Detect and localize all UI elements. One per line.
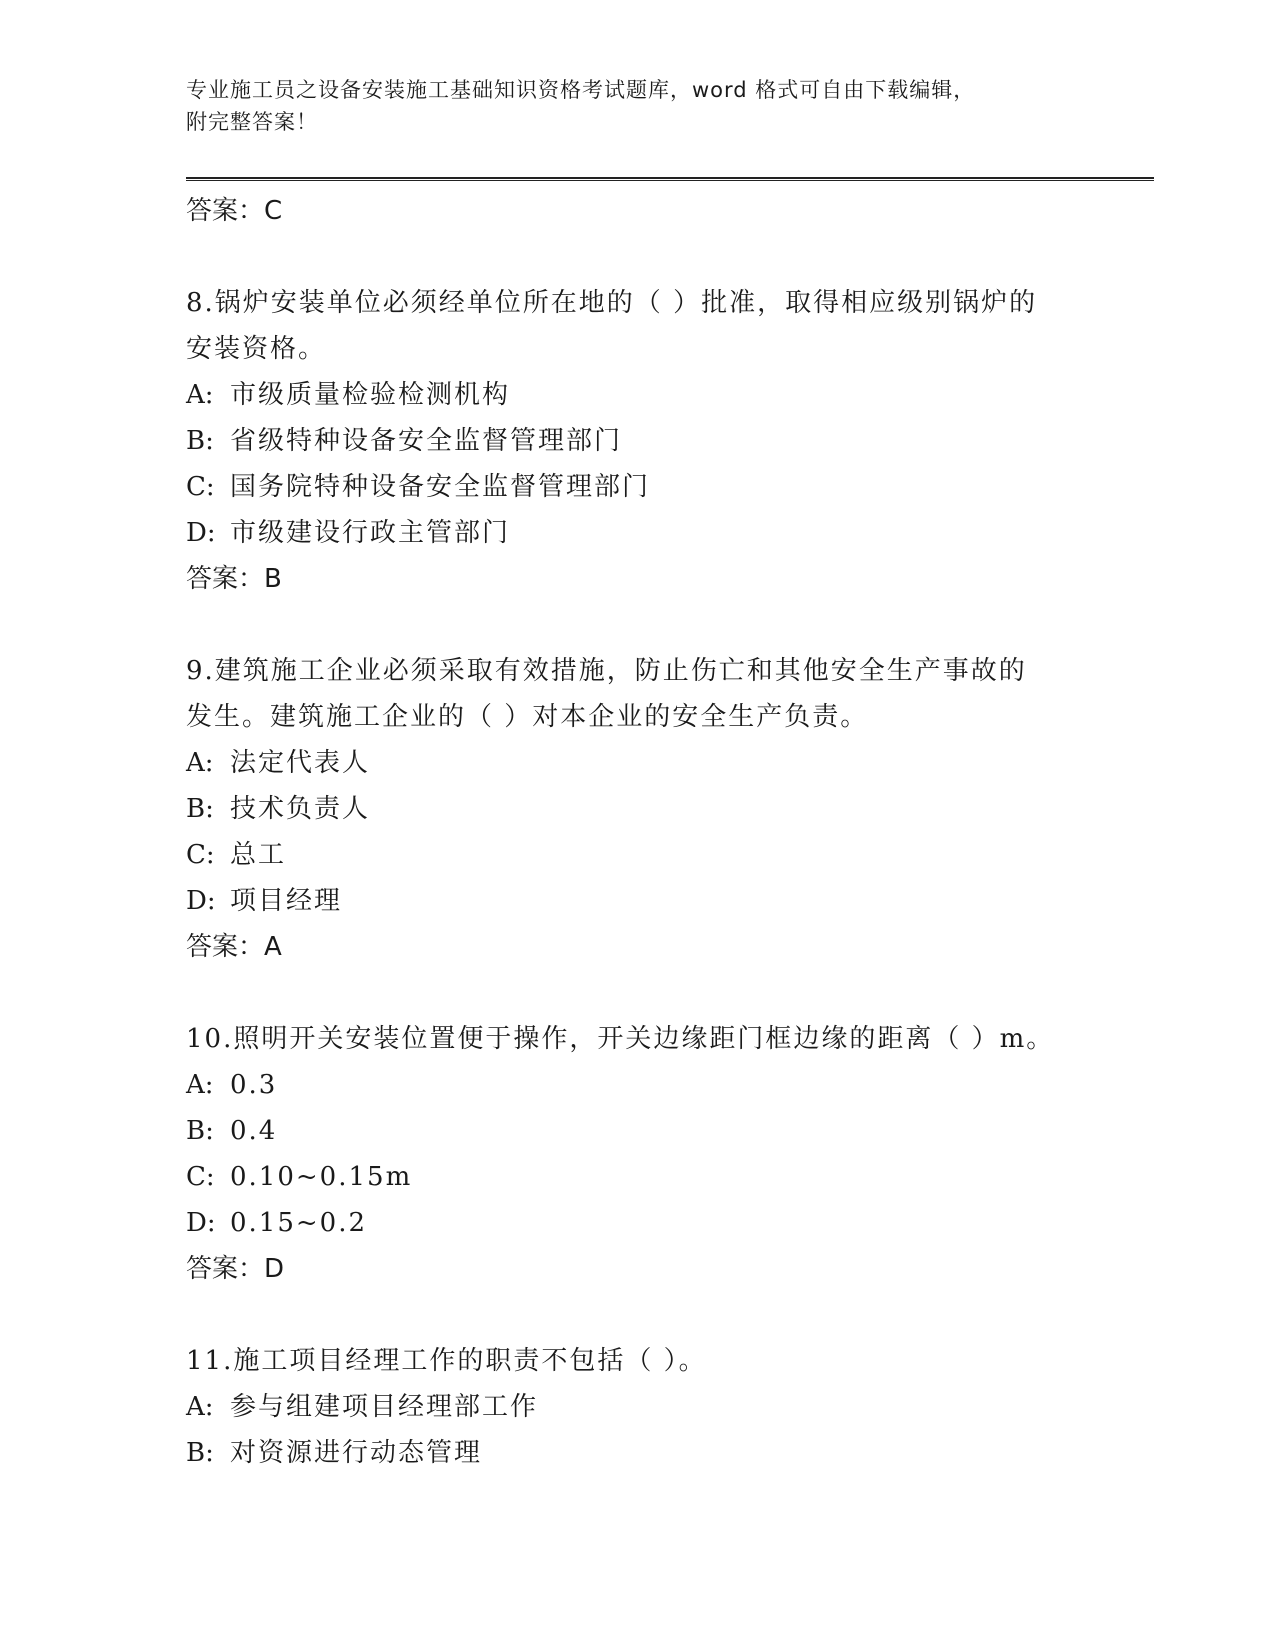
option-d (186, 510, 1146, 556)
option-key: D: (186, 1208, 216, 1238)
option-text: 国务院特种设备安全监督管理部门 (230, 472, 651, 502)
option-a (186, 372, 1146, 418)
option-a (186, 1384, 1146, 1430)
header-divider (186, 177, 1154, 181)
option-text: 技术负责人 (230, 794, 371, 824)
option-key: C: (186, 840, 215, 870)
question-9 (186, 648, 1146, 970)
spacer (186, 234, 1146, 280)
option-d (186, 1200, 1146, 1246)
option-key: A: (186, 1070, 214, 1100)
option-b (186, 1430, 1146, 1476)
option-text: 项目经理 (230, 886, 343, 916)
option-c (186, 464, 1146, 510)
header-line-2: 附完整答案！ (186, 110, 318, 134)
option-text: 法定代表人 (230, 748, 371, 778)
question-text: 10.照明开关安装位置便于操作，开关边缘距门框边缘的距离（ ）m。 (186, 1024, 1055, 1054)
question-text: 9.建筑施工企业必须采取有效措施，防止伤亡和其他安全生产事故的 (186, 656, 1027, 686)
option-a (186, 1062, 1146, 1108)
option-key: D: (186, 518, 216, 548)
option-text: 省级特种设备安全监督管理部门 (230, 426, 623, 456)
option-key: B: (186, 1438, 214, 1468)
option-b (186, 1108, 1146, 1154)
option-key: A: (186, 380, 214, 410)
option-text: 参与组建项目经理部工作 (230, 1392, 539, 1422)
option-text: 0.10~0.15m (230, 1162, 413, 1192)
question-10 (186, 1016, 1146, 1292)
option-text: 0.3 (230, 1070, 278, 1100)
option-key: B: (186, 426, 214, 456)
option-text: 0.4 (230, 1116, 278, 1146)
option-key: D: (186, 886, 216, 916)
option-text: 0.15~0.2 (230, 1208, 368, 1238)
question-list (186, 188, 1146, 1476)
answer: 答案：A (186, 932, 282, 962)
spacer (186, 602, 1146, 648)
option-d (186, 878, 1146, 924)
option-b (186, 786, 1146, 832)
option-key: A: (186, 1392, 214, 1422)
question-8 (186, 280, 1146, 602)
document-header (186, 74, 1086, 138)
spacer (186, 970, 1146, 1016)
option-key: C: (186, 472, 215, 502)
option-a (186, 740, 1146, 786)
question-11 (186, 1338, 1146, 1476)
option-text: 总工 (230, 840, 287, 870)
question-text: 11.施工项目经理工作的职责不包括（ ）。 (186, 1346, 707, 1376)
spacer (186, 1292, 1146, 1338)
question-text: 8.锅炉安装单位必须经单位所在地的（ ）批准，取得相应级别锅炉的 (186, 288, 1038, 318)
option-key: B: (186, 1116, 214, 1146)
option-b (186, 418, 1146, 464)
previous-answer: 答案：C (186, 196, 283, 226)
option-text: 市级建设行政主管部门 (230, 518, 511, 548)
option-text: 市级质量检验检测机构 (230, 380, 511, 410)
option-key: C: (186, 1162, 215, 1192)
option-c (186, 1154, 1146, 1200)
option-key: B: (186, 794, 214, 824)
question-text: 发生。建筑施工企业的（ ）对本企业的安全生产负责。 (186, 702, 869, 732)
option-text: 对资源进行动态管理 (230, 1438, 483, 1468)
option-key: A: (186, 748, 214, 778)
option-c (186, 832, 1146, 878)
answer: 答案：D (186, 1254, 285, 1284)
question-text: 安装资格。 (186, 334, 327, 364)
header-line-1: 专业施工员之设备安装施工基础知识资格考试题库，word 格式可自由下载编辑， (186, 78, 976, 102)
answer: 答案：B (186, 564, 282, 594)
